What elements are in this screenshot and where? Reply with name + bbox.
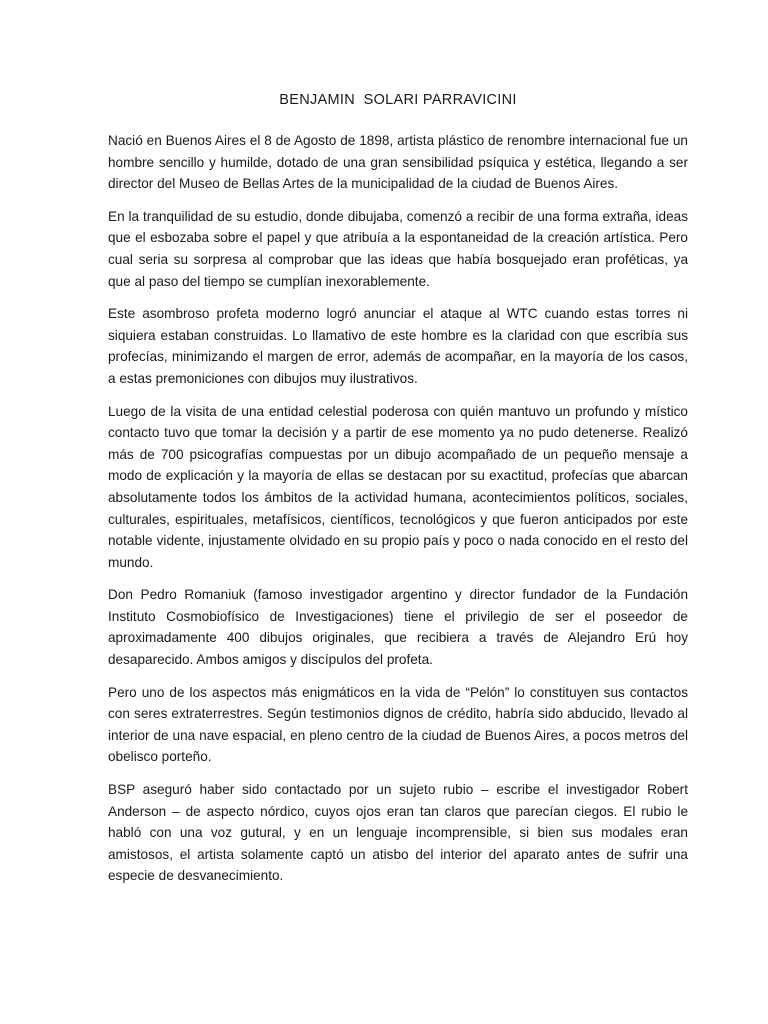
paragraph-3: Este asombroso profeta moderno logró anunciar el ataque al WTC cuando estas torres ni siquiera estaban construidas. Lo llamativo de este hombre es la claridad con que escribía sus profecías, minimizando el margen de error, además de acompañar, en la mayoría de los casos, a estas premoniciones con dibujos muy ilustrativos. [108, 306, 688, 386]
document-title: BENJAMIN SOLARI PARRAVICINI [279, 92, 517, 108]
document-page [108, 92, 688, 898]
paragraph-5: Don Pedro Romaniuk (famoso investigador argentino y director fundador de la Fundación Instituto Cosmobiofísico de Investigaciones) tiene el privilegio de ser el poseedor de aproximadamente 400 dibujos originales, que recibiera a través de Alejandro Erú hoy desaparecido. Ambos amigos y discípulos del profeta. [108, 587, 688, 668]
paragraph-4: Luego de la visita de una entidad celestial poderosa con quién mantuvo un profundo y místico contacto tuvo que tomar la decisión y a partir de ese momento ya no pudo detenerse. Realizó más de 700 psicografías compuestas por un dibujo acompañado de un pequeño mensaje a modo de explicación y la mayoría de ellas se destacan por su exactitud, profecías que abarcan absolutamente todos los ámbitos de la actividad humana, acontecimientos políticos, sociales, culturales, espirituales, metafísicos, científicos, tecnológicos y que fueron anticipados por este notable vidente, injustamente olvidado en su propio país y poco o nada conocido en el resto del mundo. [108, 403, 688, 570]
paragraph-7: BSP aseguró haber sido contactado por un sujeto rubio – escribe el investigador Robert Anderson – de aspecto nórdico, cuyos ojos eran tan claros que parecían ciegos. El rubio le habló con una voz gutural, y en un lenguaje incomprensible, si bien sus modales eran amistosos, el artista solamente captó un atisbo del interior del aparato antes de sufrir una especie de desvanecimiento. [108, 782, 688, 884]
paragraph-2: En la tranquilidad de su estudio, donde dibujaba, comenzó a recibir de una forma extraña, ideas que el esbozaba sobre el papel y que atribuía a la espontaneidad de la creación artística. Pero cual seria su sorpresa al comprobar que las ideas que había bosquejado eran proféticas, ya que al paso del tiempo se cumplían inexorablemente. [108, 208, 688, 289]
paragraph-1: Nació en Buenos Aires el 8 de Agosto de 1898, artista plástico de renombre internacional fue un hombre sencillo y humilde, dotado de una gran sensibilidad psíquica y estética, llegando a ser director del Museo de Bellas Artes de la municipalidad de la ciudad de Buenos Aires. [108, 133, 688, 192]
paragraph-6: Pero uno de los aspectos más enigmáticos en la vida de “Pelón” lo constituyen sus contactos con seres extraterrestres. Según testimonios dignos de crédito, habría sido abducido, llevado al interior de una nave espacial, en pleno centro de la ciudad de Buenos Aires, a pocos metros del obelisco porteño. [108, 684, 688, 765]
